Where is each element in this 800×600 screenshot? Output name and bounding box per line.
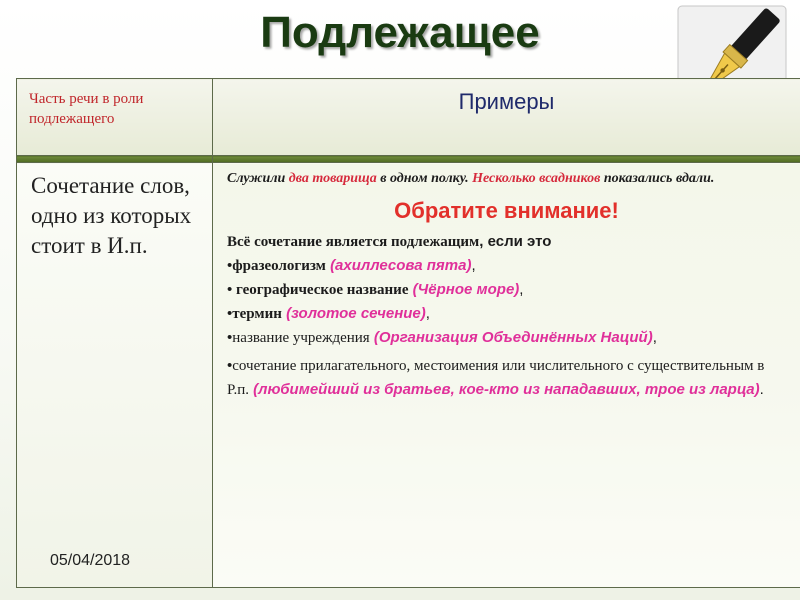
item-label: название учреждения xyxy=(232,330,370,346)
header-right-label: Примеры xyxy=(458,89,555,114)
list-item xyxy=(227,302,786,326)
item-example: (золотое сечение) xyxy=(286,305,426,322)
list-item xyxy=(227,254,786,278)
page-title: Подлежащее xyxy=(260,8,540,57)
left-cell-text: Сочетание слов, одно из которых стоит в И.п. xyxy=(31,173,192,258)
item-tail: , xyxy=(425,305,430,322)
divider-band xyxy=(213,156,800,163)
example-text: в одном полку. xyxy=(376,171,473,186)
subject-table xyxy=(16,78,800,588)
item-tail: , xyxy=(652,329,657,346)
item-example: (Организация Объединённых Наций) xyxy=(373,329,653,346)
item-tail: , xyxy=(519,281,524,298)
item-label: термин xyxy=(232,306,282,322)
item-example: (любимейший из братьев, кое-кто из нападавших, трое из ларца) xyxy=(253,381,760,398)
bullet: • xyxy=(227,305,233,322)
item-label: сочетание прилагательного, местоимения или числительного с существительным в Р.п. xyxy=(227,358,765,398)
attention-heading: Обратите внимание! xyxy=(394,198,619,223)
slide-date: 05/04/2018 xyxy=(50,552,131,569)
bullet: • xyxy=(227,257,233,274)
header-left-label: Часть речи в роли подлежащего xyxy=(29,91,144,127)
list-item xyxy=(227,326,786,350)
example-highlight: Несколько всадников xyxy=(472,171,601,186)
item-tail: , xyxy=(471,257,476,274)
rule-line xyxy=(227,230,786,254)
list-item xyxy=(227,354,786,402)
bullet: • xyxy=(227,281,233,298)
bullet: • xyxy=(227,329,233,346)
example-sentences xyxy=(227,169,786,188)
rule-tail: , если это xyxy=(479,233,552,250)
item-label: географическое название xyxy=(232,282,409,298)
item-label: фразеологизм xyxy=(232,258,326,274)
example-highlight: два товарища xyxy=(288,171,377,186)
divider-band xyxy=(17,156,213,163)
item-example: (ахиллесова пята) xyxy=(330,257,472,274)
list-item xyxy=(227,278,786,302)
header-cell-examples xyxy=(213,79,800,156)
bullet: • xyxy=(227,357,233,374)
example-text: показались вдали. xyxy=(600,171,715,186)
right-cell xyxy=(213,163,800,588)
left-cell xyxy=(17,163,213,588)
item-example: (Чёрное море) xyxy=(412,281,520,298)
item-tail: . xyxy=(759,381,764,398)
header-cell-part-of-speech xyxy=(17,79,213,156)
rule-text: Всё сочетание является подлежащим xyxy=(227,234,480,250)
example-text: Служили xyxy=(227,171,289,186)
